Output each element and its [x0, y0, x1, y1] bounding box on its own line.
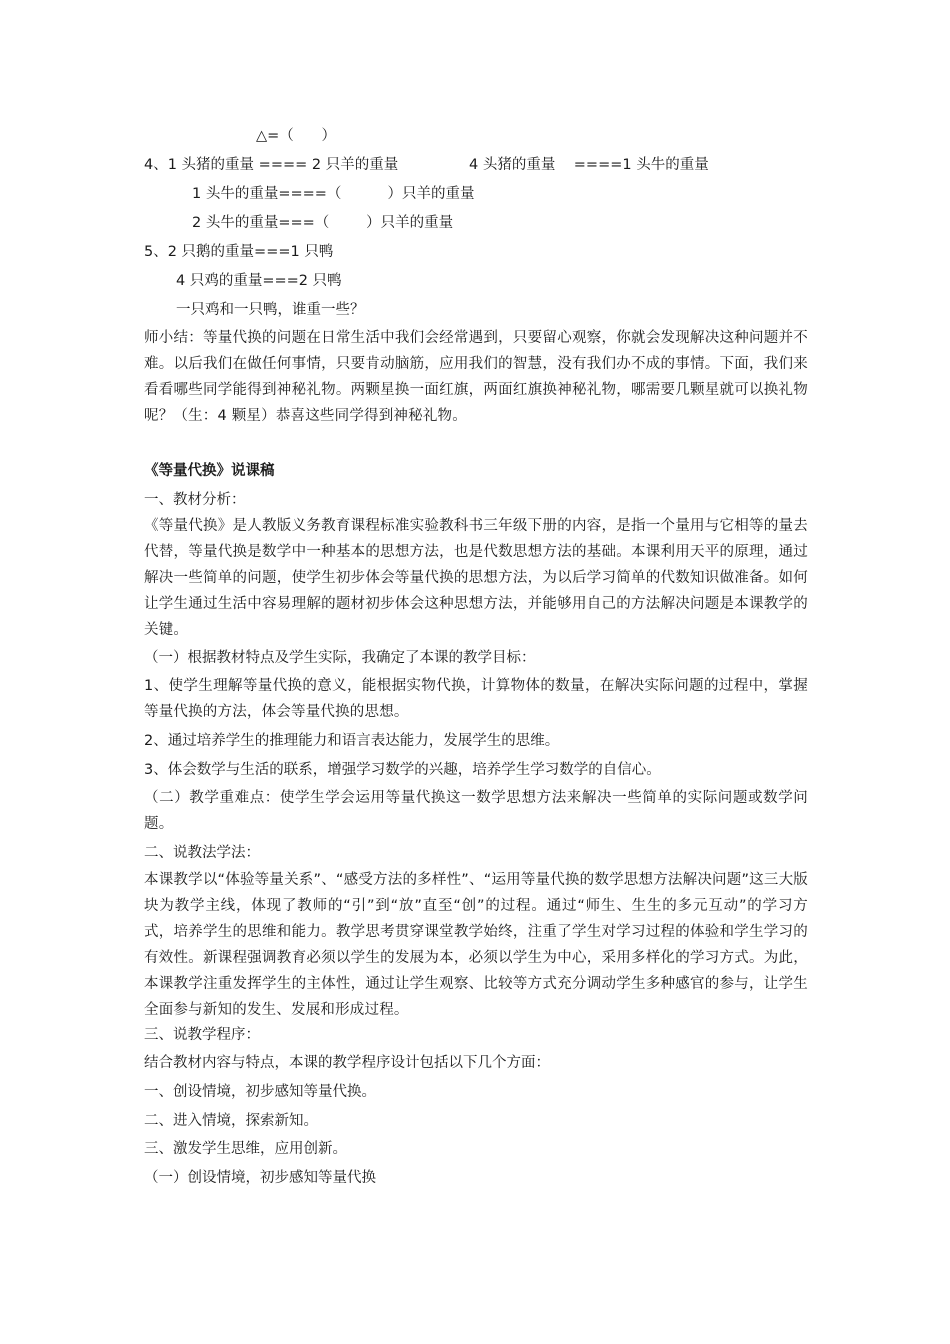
exercise-5-question: 一只鸡和一只鸭，谁重一些？: [176, 302, 365, 318]
section-1-paragraph: 《等量代换》是人教版义务教育课程标准实验教科书三年级下册的内容，是指一个量用与它相等的量去代替，等量代换是数学中一种基本的思想方法，也是代数思想方法的基础。本课利用天平的原理，通过解决一些简单的问题，使学生初步体会等量代换的思想方法，为以后学习简单的代数知识做准备。如何让学生通过生活中容易理解的题材初步体会这种思想方法，并能够用自己的方法解决问题是本课教学的关键。: [144, 518, 808, 638]
section-2-title: 二、说教法学法：: [144, 845, 260, 861]
exercise-5-statement-b: 4 只鸡的重量===2 只鸭: [176, 273, 342, 289]
teaching-goal-1: 1、使学生理解等量代换的意义，能根据实物代换，计算物体的数量，在解决实际问题的过程中，掌握等量代换的方法，体会等量代换的思想。: [144, 678, 808, 720]
procedure-step-1-heading: （一）创设情境，初步感知等量代换: [144, 1170, 376, 1186]
teaching-goals-intro: （一）根据教材特点及学生实际，我确定了本课的教学目标：: [144, 650, 536, 666]
exercise-4-question-1: 1 头牛的重量====（ ）只羊的重量: [192, 186, 475, 202]
section-1-title: 一、教材分析：: [144, 492, 246, 508]
teaching-goal-2: 2、通过培养学生的推理能力和语言表达能力，发展学生的思维。: [144, 733, 560, 749]
teaching-goal-3: 3、体会数学与生活的联系，增强学习数学的兴趣，培养学生学习数学的自信心。: [144, 762, 661, 778]
procedure-step-1: 一、创设情境，初步感知等量代换。: [144, 1084, 376, 1100]
exercise-4-question-2: 2 头牛的重量===（ ）只羊的重量: [192, 215, 454, 231]
section-3-intro: 结合教材内容与特点，本课的教学程序设计包括以下几个方面：: [144, 1055, 550, 1071]
key-points: （二）教学重难点：使学生学会运用等量代换这一数学思想方法来解决一些简单的实际问题或数学问题。: [144, 790, 808, 832]
teacher-summary: 师小结：等量代换的问题在日常生活中我们会经常遇到，只要留心观察，你就会发现解决这种问题并不难。以后我们在做任何事情，只要肯动脑筋，应用我们的智慧，没有我们办不成的事情。下面，我们来看看哪些同学能得到神秘礼物。两颗星换一面红旗，两面红旗换神秘礼物，哪需要几颗星就可以换礼物呢？（生：4 颗星）恭喜这些同学得到神秘礼物。: [144, 330, 808, 424]
triangle-answer-line: △=（ ）: [256, 128, 336, 144]
section-3-title: 三、说教学程序：: [144, 1027, 260, 1043]
document-title: 《等量代换》说课稿: [144, 463, 275, 479]
procedure-step-2: 二、进入情境，探索新知。: [144, 1113, 318, 1129]
procedure-step-3: 三、激发学生思维，应用创新。: [144, 1141, 347, 1157]
exercise-4-statement-a: 4、1 头猪的重量 ==== 2 只羊的重量: [144, 157, 399, 173]
section-2-paragraph: 本课教学以“体验等量关系”、“感受方法的多样性”、“运用等量代换的数学思想方法解决问题”这三大版块为教学主线，体现了教师的“引”到“放”直至“创”的过程。通过“师生、生生的多元互动”的学习方式，培养学生的思维和能力。教学思考贯穿课堂教学始终，注重了学生对学习过程的体验和学生学习的有效性。新课程强调教育必须以学生的发展为本，必须以学生为中心，采用多样化的学习方式。为此，本课教学注重发挥学生的主体性，通过让学生观察、比较等方式充分调动学生多种感官的参与，让学生全面参与新知的发生、发展和形成过程。: [144, 872, 808, 1018]
exercise-4-statement-b: 4 头猪的重量 ====1 头牛的重量: [469, 157, 709, 173]
exercise-5-statement-a: 5、2 只鹅的重量===1 只鸭: [144, 244, 334, 260]
